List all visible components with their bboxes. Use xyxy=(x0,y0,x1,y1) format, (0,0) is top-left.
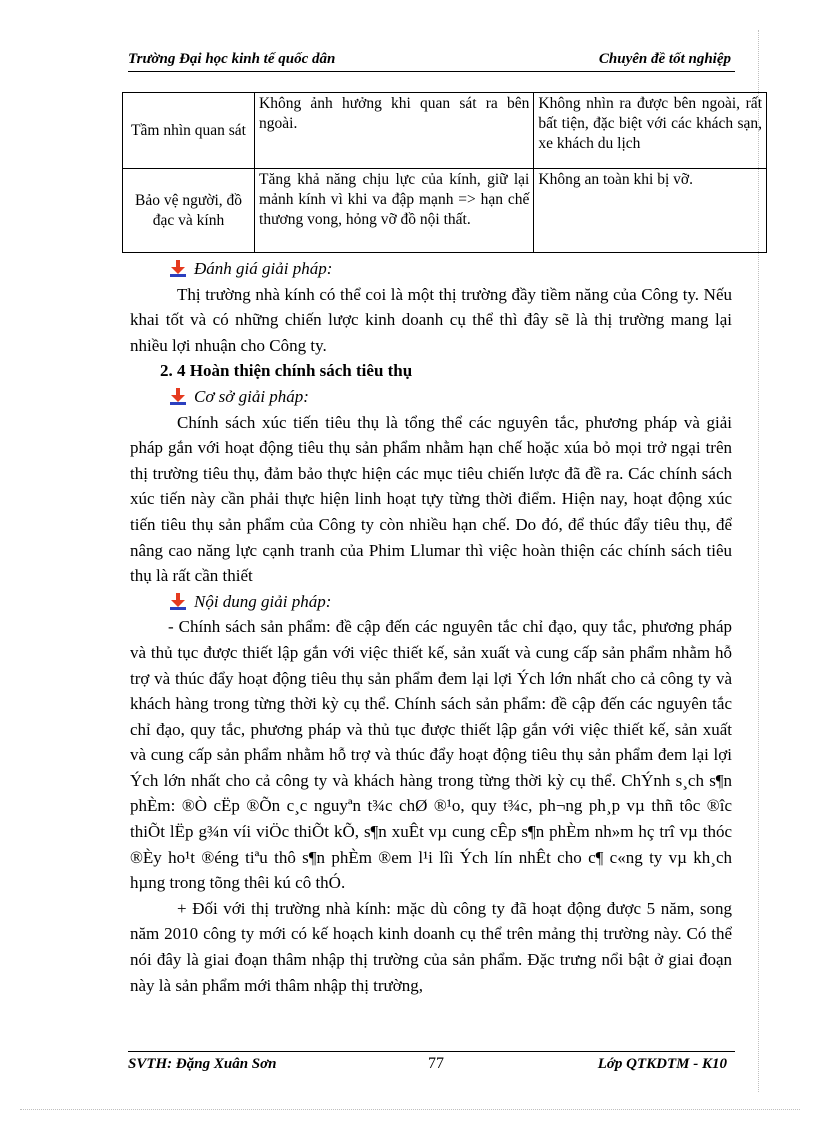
footer-student-name: SVTH: Đặng Xuân Sơn xyxy=(128,1056,277,1072)
header-university: Trường Đại học kinh tế quốc dân xyxy=(128,51,336,67)
product-policy-text: - Chính sách sản phẩm: đề cập đến các nguyên tắc chỉ đạo, quy tắc, phương pháp và thủ tục được thiết lập gắn với việc thiết kế, sản xuất và cung cấp sản phẩm nhằm hỗ trợ và thúc đẩy hoạt động tiêu thụ sản phẩm đem lại lợi Ých lớn nhất cho cả công ty và khách hàng trong từng thời kỳ cụ thể. Chính sách sản phẩm: đề cập đến các nguyên tắc chỉ đạo, quy tắc, phương pháp và thủ tục được thiết lập gắn với việc thiết kế, sản xuất và cung cấp sản phẩm nhằm hỗ trợ và thúc đẩy hoạt động tiêu thụ sản phẩm đem lại lợi Ých lớn nhất cho cả công ty và khách hàng trong từng thời kỳ cụ thể. xyxy=(130,617,732,790)
page-header xyxy=(128,49,735,72)
table-cell-without-film: Không an toàn khi bị vỡ. xyxy=(534,169,767,253)
table-row xyxy=(123,169,767,253)
down-arrow-bullet-icon xyxy=(170,593,186,611)
glass-market-paragraph: + Đối với thị trường nhà kính: mặc dù công ty đã hoạt động được 5 năm, song năm 2010 công ty mới có kế hoạch kinh doanh cụ thể trên mảng thị trường này. Có thể nói đây là giai đoạn thâm nhập thị trường của sản phẩm. Đặc trưng nổi bật ở giai đoạn này là sản phẩm mới thâm nhập thị trường, xyxy=(130,898,732,995)
basis-label: Cơ sở giải pháp: xyxy=(194,386,309,406)
footer-class-name: Lớp QTKDTM - K10 xyxy=(597,1056,727,1072)
product-policy-paragraph xyxy=(130,614,732,896)
table-cell-criterion: Bảo vệ người, đồ đạc và kính xyxy=(123,169,255,253)
basis-paragraph: Chính sách xúc tiến tiêu thụ là tổng thể các nguyên tắc, phương pháp và giải pháp gắn với hoạt động tiêu thụ sản phẩm nhằm hạn chế hoặc xúa bỏ mọi trở ngại trên thị trường tiêu thụ, đảm bảo thực hiện các mục tiêu chiến lược đã đề ra. Các chính sách xúc tiến này cần phải thực hiện linh hoạt tựy từng thời điểm. Hiện nay, hoạt động xúc tiến tiêu thụ sản phẩm của Công ty còn nhiều hạn chế. Do đó, để thúc đẩy tiêu thụ, để nâng cao năng lực cạnh tranh của Phim Llumar thì việc hoàn thiện các chính sách tiêu thụ là rất cần thiết xyxy=(130,412,732,586)
eval-label: Đánh giá giải pháp: xyxy=(194,259,333,278)
garbled-encoding-text: ChÝnh s¸ch s¶n phÈm: ®Ò cËp ®Õn c¸c nguyªn t¾c chØ ®¹o, quy t¾c, ph¬ng ph¸p vµ thñ tôc ®îc thiÕt lËp g¾n víi viÖc thiÕt kÕ, s¶n xuÊt vµ cung cÊp s¶n phÈm nh»m hç trî vµ thóc ®Èy ho¹t ®éng tiªu thô s¶n phÈm ®em l¹i lîi Ých lín nhÊt cho c¶ c«ng ty vµ kh¸ch hµng trong tõng thêi kú cô thÓ. xyxy=(130,770,733,893)
table-cell-criterion: Tầm nhìn quan sát xyxy=(123,93,255,169)
page-footer xyxy=(128,1051,735,1076)
section-heading: 2. 4 Hoàn thiện chính sách tiêu thụ xyxy=(160,361,413,381)
table-cell-with-film: Không ảnh hưởng khi quan sát ra bên ngoài. xyxy=(255,93,534,169)
eval-paragraph: Thị trường nhà kính có thể coi là một thị trường đầy tiềm năng của Công ty. Nếu khai tốt và có những chiến lược kinh doanh cụ thể thì đây sẽ là thị trường mang lại nhiều lợi nhuận cho Công ty. xyxy=(130,284,732,355)
document-body xyxy=(130,256,732,998)
content-label: Nội dung giải pháp: xyxy=(194,591,332,611)
page-margin-line-bottom xyxy=(20,1109,800,1111)
table-cell-with-film: Tăng khả năng chịu lực của kính, giữ lại mảnh kính vì khi va đập mạnh => hạn chế thương vong, hỏng vỡ đồ nội thất. xyxy=(255,169,534,253)
header-thesis-title: Chuyên đề tốt nghiệp xyxy=(598,51,731,67)
table-cell-without-film: Không nhìn ra được bên ngoài, rất bất tiện, đặc biệt với các khách sạn, xe khách du lịch xyxy=(534,93,767,169)
comparison-table xyxy=(122,92,767,253)
table-row xyxy=(123,93,767,169)
down-arrow-bullet-icon xyxy=(170,260,186,278)
basis-subheading xyxy=(130,384,732,410)
content-subheading xyxy=(130,589,732,615)
page-number: 77 xyxy=(428,1055,444,1072)
eval-subheading xyxy=(130,256,732,282)
down-arrow-bullet-icon xyxy=(170,388,186,406)
